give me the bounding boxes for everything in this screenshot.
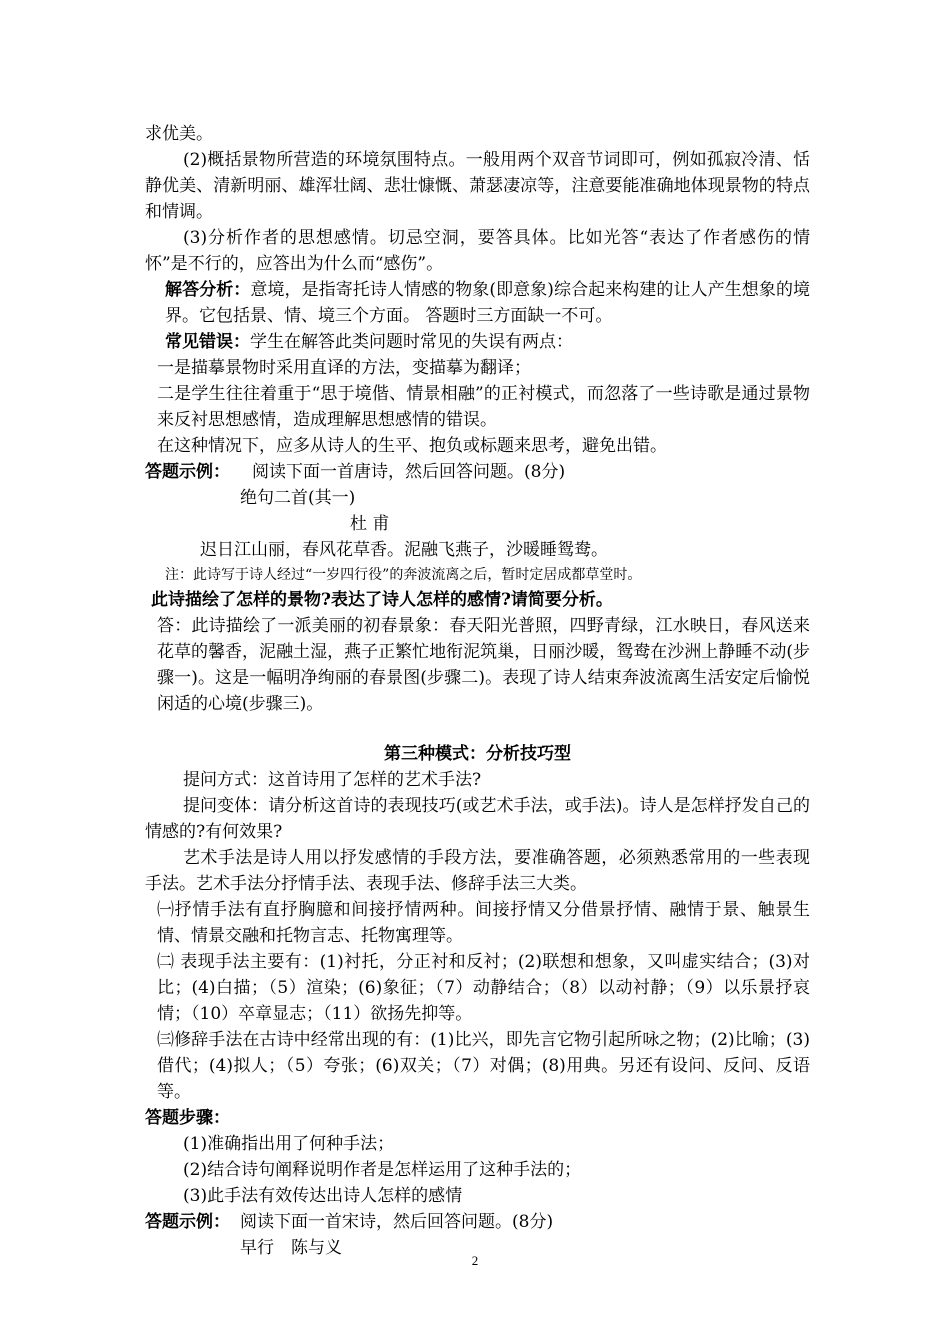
error-one: 一是描摹景物时采用直译的方法，变描摹为翻译； [157,358,531,378]
poem-two-title: 早行 陈与义 [240,1238,342,1258]
advice-line: 在这种情况下，应多从诗人的生平、抱负或标题来思考，避免出错。 [157,436,667,456]
art-technique-intro: 艺术手法是诗人用以抒发感情的手段方法，要准确答题，必须熟悉常用的一些表现手法。艺术手法分抒情手法、表现手法、修辞手法三大类。 [145,848,810,894]
example-two-heading [145,1209,810,1235]
lyric-technique: ㈠抒情手法有直抒胸臆和间接抒情两种。间接抒情又分借景抒情、融情于景、触景生情、情景交融和托物言志、托物寓理等。 [157,900,810,946]
example-text: 阅读下面一首唐诗，然后回答问题。(8分) [252,462,566,482]
answer-one: 答：此诗描绘了一派美丽的初春景象：春天阳光普照，四野青绿，江水映日，春风送来花草的馨香，泥融土湿，燕子正繁忙地衔泥筑巢，日丽沙暖，鸳鸯在沙洲上静睡不动(步骤一)。这是一幅明净绚丽的春景图(步骤二)。表现了诗人结束奔波流离生活安定后愉悦闲适的心境(步骤三)。 [157,616,810,714]
errors-label: 常见错误： [165,332,250,352]
step-one: (1)准确指出用了何种手法； [183,1134,395,1154]
poem-line: 迟日江山丽，春风花草香。泥融飞燕子，沙暖睡鸳鸯。 [200,540,608,560]
rhetoric-technique: ㈢修辞手法在古诗中经常出现的有：(1)比兴，即先言它物引起所咏之物；(2)比喻；(3)借代；(4)拟人；（5）夸张；(6)双关；（7）对偶；(8)用典。另还有设问、反问、反语等。 [157,1030,810,1102]
step-three: (3)此手法有效传达出诗人怎样的感情 [183,1186,463,1206]
errors-text: 学生在解答此类问题时常见的失误有两点： [250,332,573,352]
example-label: 答题示例： [145,462,230,482]
page-number: 2 [471,1253,479,1268]
analysis-text: 意境，是指寄托诗人情感的物象(即意象)综合起来构建的让人产生想象的境界。它包括景、情、境三个方面。 答题时三方面缺一不可。 [165,280,811,326]
poem-title: 绝句二首(其一) [240,488,356,508]
example-one-heading [145,459,810,485]
example-two-text: 阅读下面一首宋诗，然后回答问题。(8分) [240,1212,554,1232]
steps-heading: 答题步骤： [145,1108,230,1128]
example-two-label: 答题示例： [145,1212,230,1232]
poem-author: 杜 甫 [350,514,390,534]
paragraph-emotion: (3)分析作者的思想感情。切忌空洞，要答具体。比如光答“表达了作者感伤的情怀”是不行的，应答出为什么而“感伤”。 [145,228,810,274]
step-two: (2)结合诗句阐释说明作者是怎样运用了这种手法的； [183,1160,582,1180]
expression-technique: ㈡ 表现手法主要有：(1)衬托，分正衬和反衬；(2)联想和想象，又叫虚实结合；(3)对比；(4)白描；（5）渲染；(6)象征；（7）动静结合；（8）以动衬静；（9）以乐景抒哀情；（10）卒章显志；（11）欲扬先抑等。 [157,952,810,1024]
poem-note: 注：此诗写于诗人经过“一岁四行役”的奔波流离之后，暂时定居成都草堂时。 [165,567,642,583]
paragraph-environment: (2)概括景物所营造的环境氛围特点。一般用两个双音节词即可，例如孤寂冷清、恬静优美、清新明丽、雄浑壮阔、悲壮慷慨、萧瑟凄凉等，注意要能准确地体现景物的特点和情调。 [145,150,810,222]
text-line: 求优美。 [145,124,213,144]
error-two: 二是学生往往着重于“思于境偕、情景相融”的正衬模式，而忽落了一些诗歌是通过景物来反衬思想感情，造成理解思想感情的错误。 [157,384,810,430]
paragraph-analysis [145,277,810,329]
analysis-label: 解答分析： [165,280,251,300]
ask-method: 提问方式：这首诗用了怎样的艺术手法? [183,770,482,790]
document-body [145,121,810,1261]
section-title: 第三种模式：分析技巧型 [384,744,571,764]
ask-variant: 提问变体：请分析这首诗的表现技巧(或艺术手法，或手法)。诗人是怎样抒发自己的情感的?有何效果? [145,796,810,842]
paragraph-common-errors [145,329,810,355]
question-one: 此诗描绘了怎样的景物?表达了诗人怎样的感情?请简要分析。 [151,590,613,610]
